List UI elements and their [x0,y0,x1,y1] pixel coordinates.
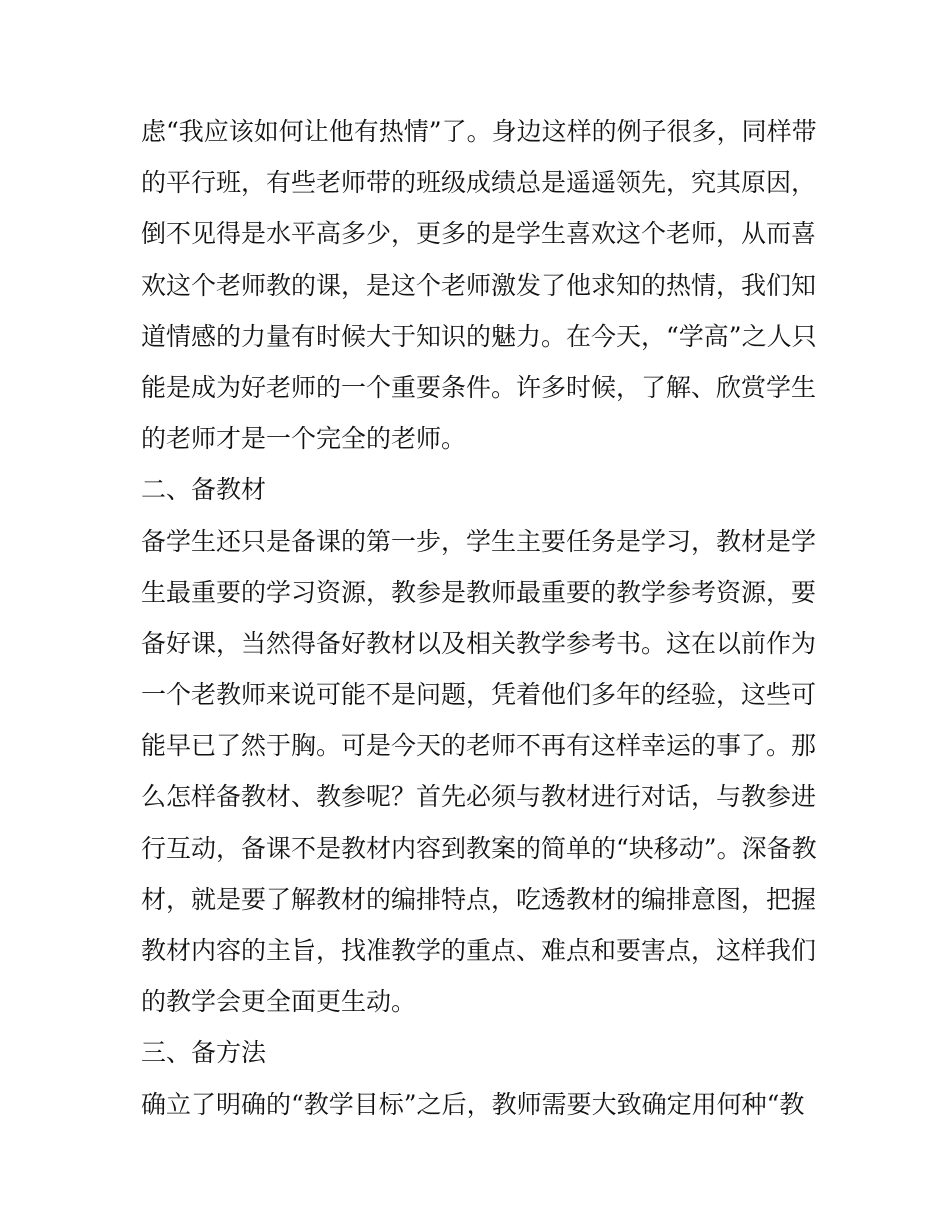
section-heading: 三、备方法 [141,1038,267,1068]
text-line: 么怎样备教材、教参呢？首先必须与教材进行对话，与教参进 [141,782,817,812]
text-line: 行互动，备课不是教材内容到教案的简单的“块移动”。深备教 [141,833,817,863]
section-heading: 二、备教材 [141,475,267,505]
text-line: 备好课，当然得备好教材以及相关教学参考书。这在以前作为 [141,628,817,658]
text-line: 的教学会更全面更生动。 [141,987,417,1017]
text-line: 教材内容的主旨，找准教学的重点、难点和要害点，这样我们 [141,936,817,965]
text-line: 虑“我应该如何让他有热情”了。身边这样的例子很多，同样带 [141,117,817,146]
text-line: 的老师才是一个完全的老师。 [141,424,467,454]
text-line: 欢这个老师教的课，是这个老师激发了他求知的热情，我们知 [141,270,817,300]
text-line: 材，就是要了解教材的编排特点，吃透教材的编排意图，把握 [141,884,817,914]
text-line: 确立了明确的“教学目标”之后，教师需要大致确定用何种“教 [141,1089,805,1119]
text-line: 生最重要的学习资源，教参是教师最重要的教学参考资源，要 [141,577,817,607]
text-line: 道情感的力量有时候大于知识的魅力。在今天，“学高”之人只 [141,321,817,351]
text-line: 能早已了然于胸。可是今天的老师不再有这样幸运的事了。那 [141,731,817,761]
body-text [141,106,821,1130]
text-line: 备学生还只是备课的第一步，学生主要任务是学习，教材是学 [141,526,817,556]
text-line: 倒不见得是水平高多少，更多的是学生喜欢这个老师，从而喜 [141,219,817,249]
text-line: 能是成为好老师的一个重要条件。许多时候，了解、欣赏学生 [141,372,817,402]
text-line: 的平行班，有些老师带的班级成绩总是遥遥领先，究其原因， [141,168,817,198]
text-line: 一个老教师来说可能不是问题，凭着他们多年的经验，这些可 [141,680,817,710]
